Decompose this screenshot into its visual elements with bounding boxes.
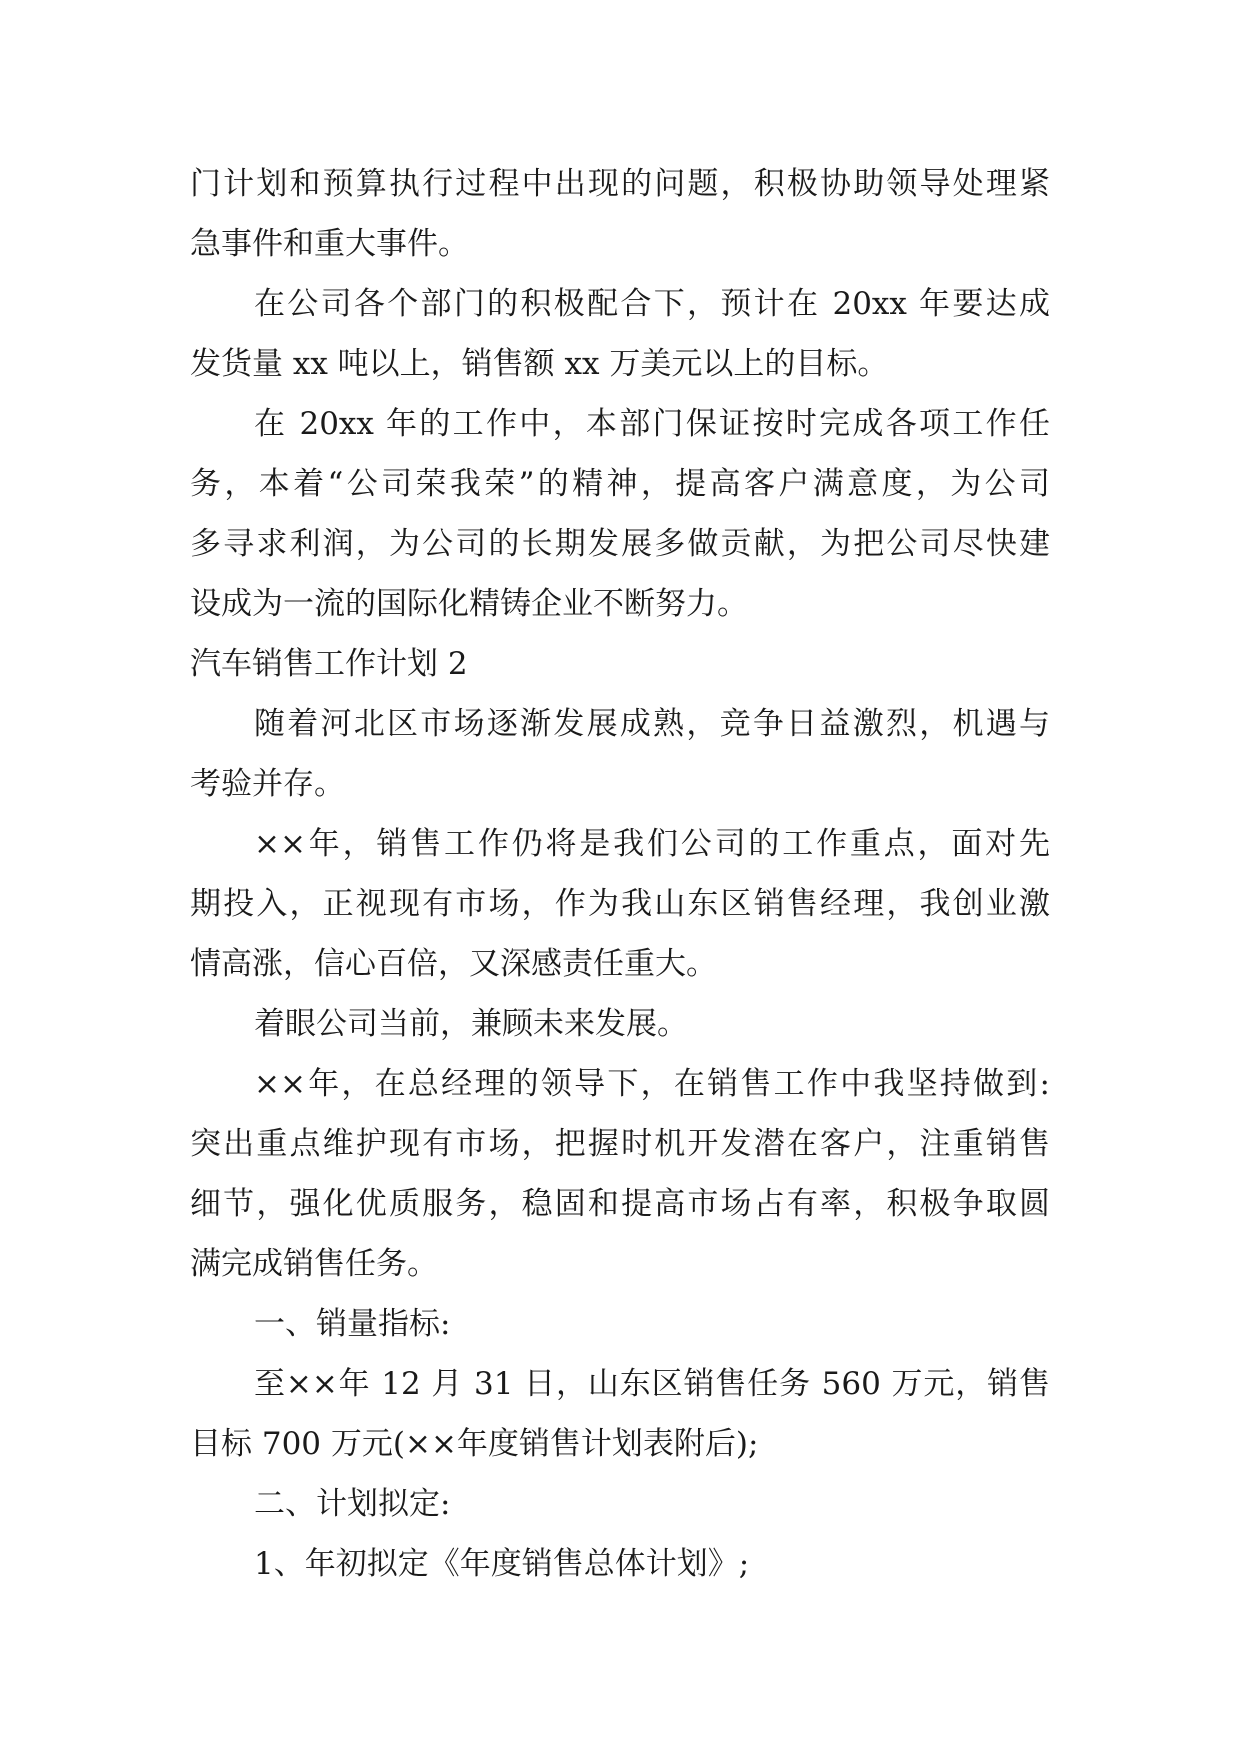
paragraph	[190, 994, 1050, 1054]
text-line: 在公司各个部门的积极配合下，预计在 20xx 年要达成	[254, 286, 1050, 322]
text-line: 至××年 12 月 31 日，山东区销售任务 560 万元，销售	[254, 1366, 1050, 1402]
text-line: 着眼公司当前，兼顾未来发展。	[254, 1006, 688, 1042]
text-line: 情高涨，信心百倍，又深感责任重大。	[190, 946, 717, 982]
text-line: 一、销量指标:	[254, 1306, 451, 1342]
text-line: 目标 700 万元(××年度销售计划表附后);	[190, 1426, 759, 1462]
text-line: 随着河北区市场逐渐发展成熟，竞争日益激烈，机遇与	[254, 706, 1050, 742]
text-line: 突出重点维护现有市场，把握时机开发潜在客户，注重销售	[190, 1126, 1050, 1162]
paragraph	[190, 694, 1050, 814]
text-line: 设成为一流的国际化精铸企业不断努力。	[190, 586, 748, 622]
text-line: 多寻求利润，为公司的长期发展多做贡献，为把公司尽快建	[190, 526, 1050, 562]
paragraph	[190, 814, 1050, 994]
text-line: 务，本着“公司荣我荣”的精神，提高客户满意度，为公司	[190, 466, 1050, 502]
heading-text: 汽车销售工作计划 2	[190, 646, 468, 682]
text-line: 在 20xx 年的工作中，本部门保证按时完成各项工作任	[254, 406, 1050, 442]
section-heading	[190, 634, 1050, 694]
paragraph	[190, 1354, 1050, 1474]
text-line: 考验并存。	[190, 766, 345, 802]
text-line: ××年，销售工作仍将是我们公司的工作重点，面对先	[254, 826, 1050, 862]
text-line: 急事件和重大事件。	[190, 226, 469, 262]
paragraph	[190, 274, 1050, 394]
text-line: 细节，强化优质服务，稳固和提高市场占有率，积极争取圆	[190, 1186, 1050, 1222]
paragraph	[190, 394, 1050, 634]
paragraph	[190, 154, 1050, 274]
text-line: 发货量 xx 吨以上，销售额 xx 万美元以上的目标。	[190, 346, 889, 382]
text-line: 期投入，正视现有市场，作为我山东区销售经理，我创业激	[190, 886, 1050, 922]
paragraph	[190, 1474, 1050, 1534]
paragraph	[190, 1294, 1050, 1354]
text-line: ××年，在总经理的领导下，在销售工作中我坚持做到:	[254, 1066, 1050, 1102]
text-line: 门计划和预算执行过程中出现的问题，积极协助领导处理紧	[190, 166, 1050, 202]
text-line: 二、计划拟定:	[254, 1486, 451, 1522]
paragraph	[190, 1054, 1050, 1294]
text-line: 1、年初拟定《年度销售总体计划》;	[254, 1546, 750, 1582]
text-line: 满完成销售任务。	[190, 1246, 438, 1282]
paragraph	[190, 1534, 1050, 1594]
document-page	[190, 154, 1050, 1594]
